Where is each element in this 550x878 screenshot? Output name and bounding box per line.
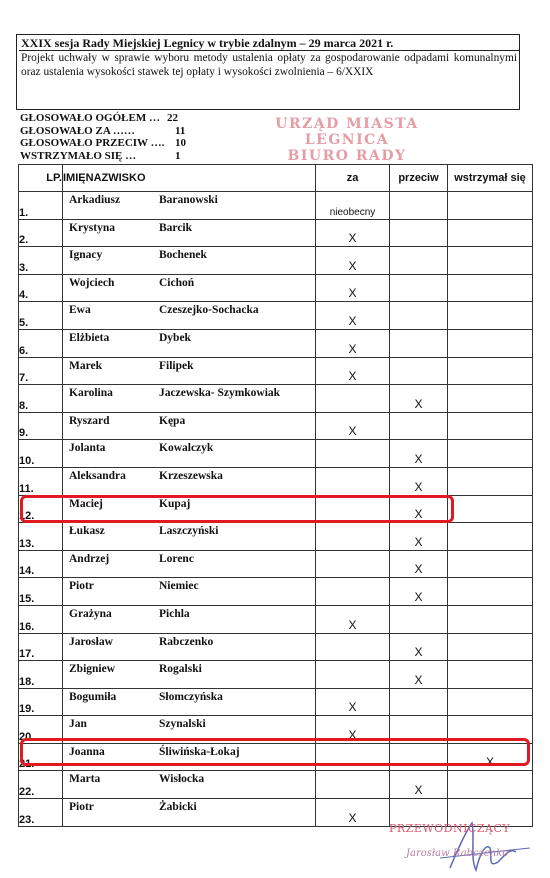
- row-last-name: Żabicki: [159, 801, 197, 814]
- row-name: [63, 578, 316, 606]
- row-wstrzymal: [448, 192, 533, 220]
- row-wstrzymal: [448, 467, 533, 495]
- stat-total-value: 22: [167, 112, 178, 124]
- row-lp: 5.: [19, 302, 63, 330]
- table-row: [19, 302, 533, 330]
- stat-against: [20, 137, 240, 150]
- row-za-value: X: [348, 617, 357, 632]
- row-first-name: Krystyna: [69, 221, 115, 234]
- row-lp: 16.: [19, 605, 63, 633]
- row-wstrzymal: [448, 247, 533, 275]
- col-lp: LP.: [19, 165, 63, 192]
- row-przeciw: [390, 440, 448, 468]
- row-first-name: Ryszard: [69, 414, 110, 427]
- row-name: [63, 412, 316, 440]
- row-za-value: X: [348, 258, 357, 273]
- row-przeciw-value: X: [414, 507, 423, 522]
- row-last-name: Niemiec: [159, 580, 199, 593]
- row-name: [63, 192, 316, 220]
- row-lp: 18.: [19, 661, 63, 689]
- row-wstrzymal: [448, 771, 533, 799]
- row-za: [316, 385, 390, 413]
- row-za: [316, 771, 390, 799]
- table-row: [19, 440, 533, 468]
- row-za-value: X: [348, 424, 357, 439]
- row-za-value: X: [348, 313, 357, 328]
- row-przeciw-value: X: [414, 451, 423, 466]
- row-lp: 14.: [19, 550, 63, 578]
- table-row: [19, 247, 533, 275]
- col-wstrzymal: wstrzymał się: [448, 165, 533, 192]
- stat-against-label: GŁOSOWAŁO PRZECIW ….: [20, 137, 165, 150]
- row-wstrzymal: [448, 440, 533, 468]
- row-za-value: X: [348, 286, 357, 301]
- stat-total-label: GŁOSOWAŁO OGÓŁEM …: [20, 112, 160, 124]
- row-first-name: Ewa: [69, 304, 91, 317]
- stamp-line-3: BIURO RADY: [287, 148, 407, 164]
- session-title: XXIX sesja Rady Miejskiej Legnicy w trybie zdalnym – 29 marca 2021 r.: [19, 36, 519, 51]
- row-wstrzymal: [448, 605, 533, 633]
- row-za: [316, 274, 390, 302]
- stat-abstain: [20, 150, 240, 163]
- row-przeciw-value: X: [414, 562, 423, 577]
- row-wstrzymal: [448, 661, 533, 689]
- row-last-name: Kępa: [159, 414, 186, 427]
- table-row: [19, 688, 533, 716]
- row-name: [63, 550, 316, 578]
- row-first-name: Elżbieta: [69, 331, 110, 344]
- row-przeciw: [390, 523, 448, 551]
- row-name: [63, 274, 316, 302]
- row-za: [316, 302, 390, 330]
- highlight-row-12: [20, 495, 454, 523]
- row-first-name: Bogumiła: [69, 690, 117, 703]
- row-first-name: Arkadiusz: [69, 194, 121, 206]
- document-header: [16, 34, 520, 110]
- row-za: [316, 329, 390, 357]
- vote-table-header: [19, 165, 533, 192]
- stat-for: [20, 125, 240, 138]
- table-row: [19, 550, 533, 578]
- row-przeciw: [390, 605, 448, 633]
- row-przeciw: [390, 247, 448, 275]
- row-za: [316, 523, 390, 551]
- row-za: [316, 412, 390, 440]
- row-last-name: Szynalski: [159, 718, 206, 731]
- row-za: [316, 219, 390, 247]
- row-wstrzymal: [448, 385, 533, 413]
- row-wstrzymal: [448, 523, 533, 551]
- stat-for-value: 11: [175, 124, 186, 137]
- row-name: [63, 329, 316, 357]
- row-lp: 9.: [19, 412, 63, 440]
- vote-summary: [20, 112, 240, 163]
- row-first-name: Karolina: [69, 387, 113, 400]
- row-lp: 15.: [19, 578, 63, 606]
- row-last-name: Bochenek: [159, 249, 207, 262]
- row-name: [63, 302, 316, 330]
- row-lp: 23.: [19, 799, 63, 827]
- table-row: [19, 385, 533, 413]
- table-row: [19, 219, 533, 247]
- table-row: [19, 661, 533, 689]
- row-za-value: X: [348, 369, 357, 384]
- row-first-name: Jolanta: [69, 442, 106, 455]
- row-last-name: Filipek: [159, 359, 194, 372]
- row-wstrzymal-value: X: [485, 755, 494, 770]
- table-row: [19, 523, 533, 551]
- row-przeciw-value: X: [414, 783, 423, 798]
- row-name: [63, 219, 316, 247]
- row-name: [63, 467, 316, 495]
- row-wstrzymal: [448, 633, 533, 661]
- row-przeciw: [390, 192, 448, 220]
- row-wstrzymal: [448, 578, 533, 606]
- stamp-line-2: LEGNICA: [304, 132, 390, 148]
- row-last-name: Cichoń: [159, 276, 195, 289]
- table-row: [19, 633, 533, 661]
- row-przeciw: [390, 661, 448, 689]
- row-lp: 21.: [19, 743, 63, 771]
- row-last-name: Jaczewska- Szymkowiak: [159, 387, 281, 400]
- row-first-name: Maciej: [69, 497, 103, 510]
- row-za-value: X: [348, 727, 357, 742]
- row-lp: 6.: [19, 329, 63, 357]
- row-za: [316, 550, 390, 578]
- row-last-name: Laszczyński: [159, 525, 219, 538]
- row-lp: 3.: [19, 247, 63, 275]
- row-last-name: Czeszejko-Sochacka: [159, 304, 259, 317]
- row-name: [63, 661, 316, 689]
- row-przeciw: [390, 467, 448, 495]
- table-row: [19, 467, 533, 495]
- row-last-name: Kupaj: [159, 497, 191, 510]
- row-first-name: Wojciech: [69, 276, 115, 289]
- row-za: [316, 440, 390, 468]
- row-first-name: Łukasz: [69, 525, 105, 538]
- row-first-name: Zbigniew: [69, 663, 116, 676]
- row-lp: 11.: [19, 467, 63, 495]
- table-row: [19, 274, 533, 302]
- row-przeciw: [390, 688, 448, 716]
- row-przeciw-value: X: [414, 479, 423, 494]
- row-lp: 12.: [19, 495, 63, 523]
- row-za: [316, 633, 390, 661]
- row-przeciw: [390, 412, 448, 440]
- col-imie: IMIĘ: [63, 172, 86, 184]
- row-last-name: Dybek: [159, 331, 191, 344]
- row-last-name: Słomczyńska: [159, 690, 223, 703]
- row-za: [316, 578, 390, 606]
- table-row: [19, 578, 533, 606]
- row-za: [316, 688, 390, 716]
- stat-for-label: GŁOSOWAŁO ZA ……: [20, 124, 135, 137]
- row-przeciw-value: X: [414, 672, 423, 687]
- row-wstrzymal: [448, 274, 533, 302]
- row-lp: 22.: [19, 771, 63, 799]
- row-last-name: Barcik: [159, 221, 193, 234]
- stat-against-value: 10: [175, 137, 186, 150]
- row-przeciw-value: X: [414, 396, 423, 411]
- row-przeciw-value: X: [414, 534, 423, 549]
- row-name: [63, 247, 316, 275]
- resolution-description: Projekt uchwały w sprawie wyboru metody ustalenia opłaty za gospodarowanie odpadami komunalnymi oraz ustalenia wysokości stawek tej opłaty i wysokości zwolnienia – 6/XXIX: [21, 52, 517, 78]
- row-przeciw: [390, 357, 448, 385]
- col-nazwisko: NAZWISKO: [85, 172, 146, 184]
- row-last-name: Rogalski: [159, 663, 202, 676]
- signature-name: Jarosław Rabczenko: [406, 848, 509, 859]
- row-przeciw-value: X: [414, 645, 423, 660]
- row-za-value: nieobecny: [329, 206, 376, 218]
- row-lp: 4.: [19, 274, 63, 302]
- row-lp: 10.: [19, 440, 63, 468]
- highlight-row-21: [20, 738, 530, 766]
- row-last-name: Kowalczyk: [159, 442, 214, 455]
- row-za: [316, 605, 390, 633]
- row-first-name: Jarosław: [69, 635, 113, 648]
- stamp-line-1: URZĄD MIASTA: [275, 116, 419, 132]
- col-za: za: [316, 165, 390, 192]
- stat-abstain-label: WSTRZYMAŁO SIĘ …: [20, 150, 137, 163]
- row-przeciw: [390, 633, 448, 661]
- row-za: [316, 799, 390, 827]
- row-last-name: Rabczenko: [159, 635, 214, 648]
- row-za: [316, 357, 390, 385]
- row-name: [63, 385, 316, 413]
- row-za: [316, 247, 390, 275]
- row-za: [316, 661, 390, 689]
- row-first-name: Joanna: [69, 745, 105, 758]
- table-row: [19, 192, 533, 220]
- row-first-name: Piotr: [69, 801, 94, 814]
- row-za-value: X: [348, 231, 357, 246]
- row-wstrzymal: [448, 329, 533, 357]
- row-za-value: X: [348, 700, 357, 715]
- row-lp: 13.: [19, 523, 63, 551]
- row-przeciw: [390, 302, 448, 330]
- col-przeciw: przeciw: [390, 165, 448, 192]
- row-last-name: Baranowski: [159, 194, 218, 206]
- table-row: [19, 329, 533, 357]
- row-name: [63, 799, 316, 827]
- row-name: [63, 357, 316, 385]
- row-lp: 17.: [19, 633, 63, 661]
- row-first-name: Andrzej: [69, 552, 110, 565]
- row-first-name: Ignacy: [69, 249, 103, 262]
- row-first-name: Jan: [69, 718, 87, 731]
- row-wstrzymal: [448, 302, 533, 330]
- row-przeciw: [390, 274, 448, 302]
- row-name: [63, 605, 316, 633]
- row-last-name: Krzeszewska: [159, 469, 223, 482]
- signature-title: PRZEWODNICZĄCY: [389, 822, 511, 835]
- row-przeciw: [390, 550, 448, 578]
- row-name: [63, 523, 316, 551]
- row-lp: 7.: [19, 357, 63, 385]
- row-lp: 20.: [19, 716, 63, 744]
- row-przeciw: [390, 219, 448, 247]
- row-przeciw: [390, 385, 448, 413]
- row-last-name: Pichla: [159, 607, 190, 620]
- row-first-name: Aleksandra: [69, 469, 126, 482]
- row-wstrzymal: [448, 219, 533, 247]
- row-wstrzymal: [448, 412, 533, 440]
- row-name: [63, 633, 316, 661]
- row-przeciw: [390, 329, 448, 357]
- row-first-name: Grażyna: [69, 607, 112, 620]
- row-first-name: Marek: [69, 359, 103, 372]
- row-za: [316, 192, 390, 220]
- office-stamp: [262, 116, 432, 164]
- row-wstrzymal: [448, 357, 533, 385]
- row-wstrzymal: [448, 550, 533, 578]
- table-row: [19, 605, 533, 633]
- row-przeciw-value: X: [414, 589, 423, 604]
- row-lp: 8.: [19, 385, 63, 413]
- row-za-value: X: [348, 810, 357, 825]
- row-first-name: Marta: [69, 773, 101, 786]
- row-wstrzymal: [448, 495, 533, 523]
- row-last-name: Lorenc: [159, 552, 194, 565]
- stat-total: [20, 112, 240, 125]
- row-name: [63, 440, 316, 468]
- row-za: [316, 467, 390, 495]
- row-first-name: Piotr: [69, 580, 94, 593]
- row-przeciw: [390, 771, 448, 799]
- table-row: [19, 412, 533, 440]
- row-przeciw: [390, 578, 448, 606]
- row-last-name: Śliwińska-Łokaj: [159, 745, 240, 758]
- table-row: [19, 357, 533, 385]
- row-name: [63, 688, 316, 716]
- table-row: [19, 771, 533, 799]
- row-lp: 19.: [19, 688, 63, 716]
- stat-abstain-value: 1: [175, 150, 181, 163]
- row-za-value: X: [348, 341, 357, 356]
- row-last-name: Wisłocka: [159, 773, 205, 786]
- row-name: [63, 771, 316, 799]
- row-lp: 2.: [19, 219, 63, 247]
- row-wstrzymal: [448, 688, 533, 716]
- row-lp: 1.: [19, 192, 63, 220]
- col-name: [63, 165, 316, 192]
